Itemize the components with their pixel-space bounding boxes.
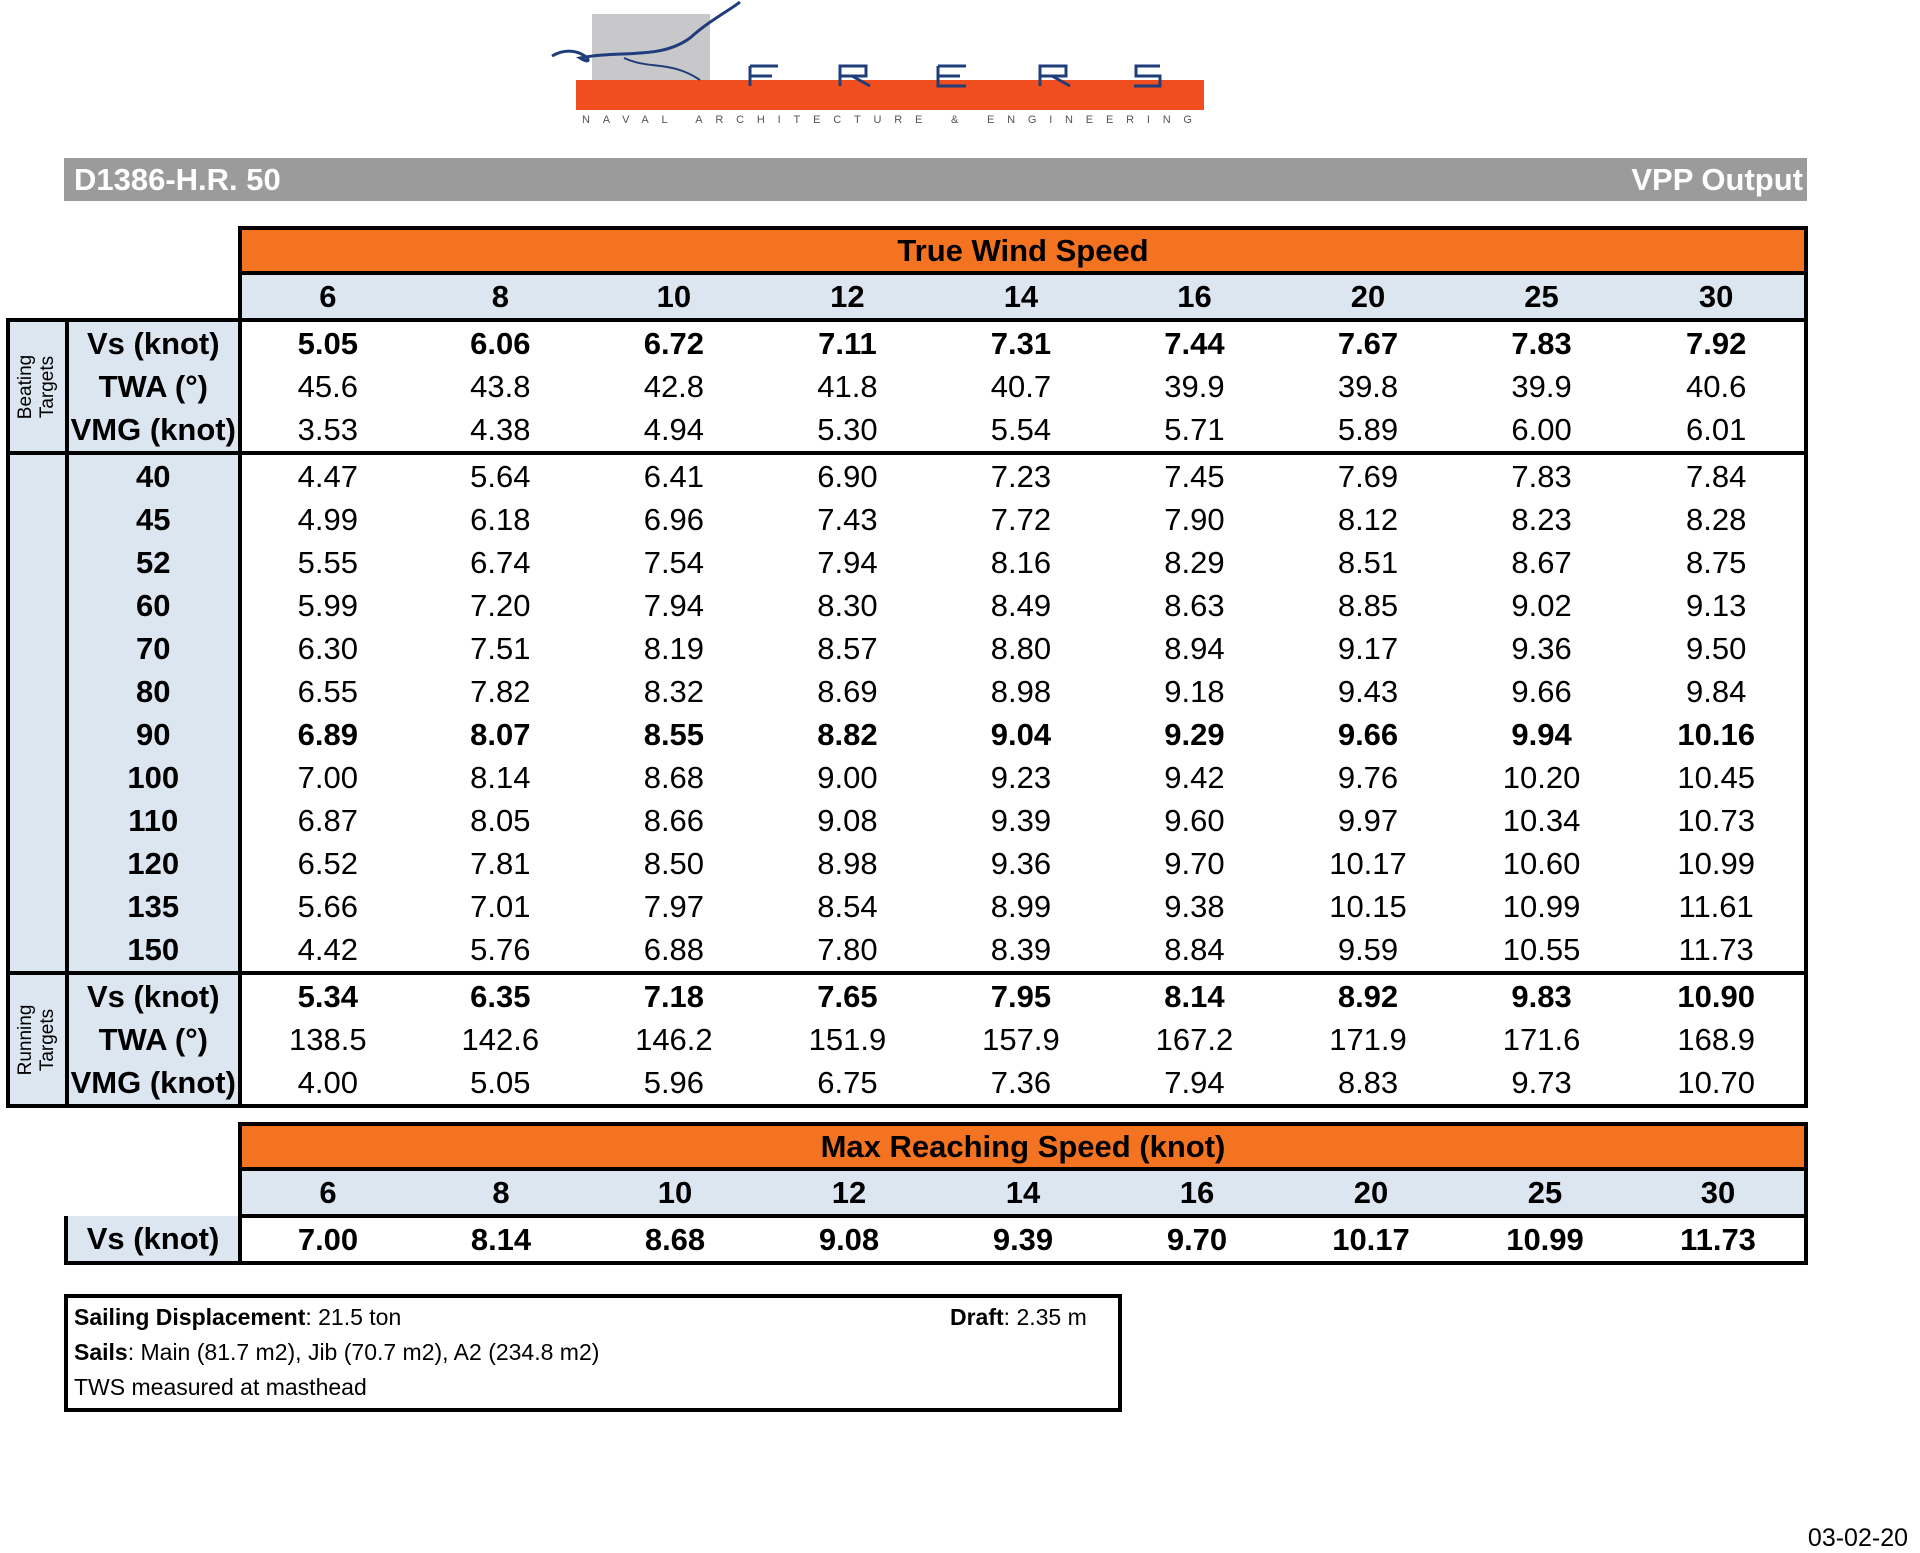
running-value-cell: 157.9 xyxy=(982,1022,1060,1057)
logo-tagline xyxy=(582,111,1202,130)
beating-value-cell: 6.72 xyxy=(587,320,761,365)
angles-value-cell: 8.67 xyxy=(1511,545,1572,580)
running-value-cell: 7.94 xyxy=(1108,1061,1282,1106)
angles-row xyxy=(8,541,1806,584)
angles-value-cell: 10.15 xyxy=(1329,889,1407,924)
max-vs-label: Vs (knot) xyxy=(66,1216,240,1263)
beating-value-cell: 4.94 xyxy=(587,408,761,453)
angles-row-label: 100 xyxy=(67,756,241,799)
angles-value-cell: 8.49 xyxy=(990,588,1052,623)
max-reaching-table xyxy=(64,1122,1808,1265)
angles-value-cell: 7.20 xyxy=(470,588,531,623)
beating-value-cell: 7.92 xyxy=(1628,320,1806,365)
angles-value-cell: 9.84 xyxy=(1628,670,1806,713)
running-row-label: VMG (knot) xyxy=(67,1061,241,1106)
running-row-label: Vs (knot) xyxy=(67,973,241,1018)
sails-value: : Main (81.7 m2), Jib (70.7 m2), A2 (234.8 m2) xyxy=(127,1339,600,1365)
beating-row-label: Vs (knot) xyxy=(67,320,241,365)
angles-value-cell: 6.87 xyxy=(297,803,358,838)
max-wind-speed-header: 16 xyxy=(1110,1169,1284,1216)
angles-value-cell: 9.76 xyxy=(1337,760,1399,795)
angles-row xyxy=(8,627,1806,670)
angles-value-cell: 8.66 xyxy=(643,803,705,838)
document-subtitle: VPP Output xyxy=(1631,162,1803,197)
beating-group-text-line: Beating xyxy=(15,354,37,419)
angles-group-label xyxy=(8,453,67,973)
wind-speed-header: 14 xyxy=(934,273,1108,320)
angles-value-cell: 6.41 xyxy=(587,453,761,498)
max-wind-speed-header: 20 xyxy=(1284,1169,1458,1216)
angles-value-cell: 9.36 xyxy=(990,846,1052,881)
angles-value-cell: 7.81 xyxy=(470,846,531,881)
max-wind-speed-header: 8 xyxy=(414,1169,588,1216)
angles-row xyxy=(8,928,1806,973)
angles-value-cell: 8.57 xyxy=(817,631,878,666)
angles-value-cell: 7.23 xyxy=(934,453,1108,498)
max-wind-speed-header-row xyxy=(66,1169,1806,1216)
angles-value-cell: 6.88 xyxy=(587,928,761,973)
beating-value-cell: 7.44 xyxy=(1108,320,1282,365)
angles-row-label: 80 xyxy=(67,670,241,713)
displacement-label: Sailing Displacement xyxy=(74,1304,306,1330)
beating-value-cell: 7.67 xyxy=(1281,320,1455,365)
draft-value: : 2.35 m xyxy=(1003,1304,1087,1330)
angles-value-cell: 8.94 xyxy=(1164,631,1225,666)
running-value-cell: 146.2 xyxy=(635,1022,713,1057)
angles-value-cell: 8.39 xyxy=(934,928,1108,973)
angles-value-cell: 9.08 xyxy=(817,803,878,838)
beating-value-cell: 6.06 xyxy=(414,320,588,365)
beating-value-cell: 40.6 xyxy=(1628,365,1806,408)
beating-value-cell: 43.8 xyxy=(470,369,531,404)
running-value-cell: 10.90 xyxy=(1628,973,1806,1018)
angles-value-cell: 10.99 xyxy=(1502,889,1581,924)
running-value-cell: 7.36 xyxy=(934,1061,1108,1106)
angles-value-cell: 9.70 xyxy=(1164,846,1225,881)
angles-row-label: 45 xyxy=(67,498,241,541)
angles-value-cell: 8.98 xyxy=(817,846,878,881)
wind-speed-header: 20 xyxy=(1281,273,1455,320)
angles-value-cell: 7.69 xyxy=(1281,453,1455,498)
beating-value-cell: 39.9 xyxy=(1511,369,1572,404)
beating-row-label: TWA (°) xyxy=(67,365,241,408)
beating-value-cell: 5.05 xyxy=(240,320,414,365)
max-wind-speed-header: 10 xyxy=(588,1169,762,1216)
angles-value-cell: 9.97 xyxy=(1337,803,1399,838)
angles-value-cell: 6.90 xyxy=(761,453,935,498)
angles-value-cell: 7.84 xyxy=(1628,453,1806,498)
max-title-row xyxy=(66,1124,1806,1169)
angles-value-cell: 8.84 xyxy=(1108,928,1282,973)
vpp-table xyxy=(6,226,1808,1108)
running-value-cell: 9.73 xyxy=(1455,1061,1629,1106)
angles-value-cell: 9.18 xyxy=(1164,674,1225,709)
beating-value-cell: 39.8 xyxy=(1337,369,1399,404)
angles-value-cell: 8.05 xyxy=(470,803,531,838)
angles-value-cell: 7.72 xyxy=(990,502,1052,537)
angles-value-cell: 9.38 xyxy=(1164,889,1225,924)
running-value-cell: 171.9 xyxy=(1329,1022,1407,1057)
angles-row xyxy=(8,453,1806,498)
angles-value-cell: 8.54 xyxy=(817,889,878,924)
angles-value-cell: 9.13 xyxy=(1628,584,1806,627)
angles-value-cell: 8.19 xyxy=(643,631,705,666)
running-group-text-line: Running xyxy=(15,1004,37,1075)
angles-value-cell: 7.83 xyxy=(1455,453,1629,498)
angles-row xyxy=(8,713,1806,756)
angles-value-cell: 6.18 xyxy=(470,502,531,537)
angles-value-cell: 8.63 xyxy=(1164,588,1225,623)
document-date: 03-02-20 xyxy=(1807,1524,1908,1552)
angles-value-cell: 5.99 xyxy=(297,588,358,623)
beating-value-cell: 7.31 xyxy=(934,320,1108,365)
displacement-line xyxy=(74,1300,401,1334)
document-title: D1386-H.R. 50 xyxy=(74,162,281,197)
running-value-cell: 4.00 xyxy=(240,1061,414,1106)
beating-value-cell: 3.53 xyxy=(240,408,414,453)
beating-value-cell: 41.8 xyxy=(817,369,878,404)
angles-value-cell: 8.98 xyxy=(990,674,1052,709)
running-group-text xyxy=(15,1004,59,1075)
angles-value-cell: 4.47 xyxy=(240,453,414,498)
boat-info-box xyxy=(64,1294,1122,1412)
running-value-cell: 8.92 xyxy=(1281,973,1455,1018)
running-value-cell: 6.35 xyxy=(414,973,588,1018)
beating-value-cell: 7.11 xyxy=(761,320,935,365)
running-value-cell: 167.2 xyxy=(1155,1022,1234,1057)
angles-row-label: 70 xyxy=(67,627,241,670)
angles-value-cell: 8.51 xyxy=(1337,545,1399,580)
running-row-label: TWA (°) xyxy=(67,1018,241,1061)
running-value-cell: 171.6 xyxy=(1502,1022,1581,1057)
angles-value-cell: 8.99 xyxy=(990,889,1052,924)
angles-value-cell: 9.29 xyxy=(1164,717,1225,752)
angles-value-cell: 7.82 xyxy=(470,674,531,709)
angles-row xyxy=(8,498,1806,541)
running-value-cell: 10.70 xyxy=(1628,1061,1806,1106)
angles-value-cell: 5.55 xyxy=(297,545,358,580)
angles-row-label: 150 xyxy=(67,928,241,973)
angles-value-cell: 7.00 xyxy=(297,760,358,795)
wind-speed-header: 8 xyxy=(414,273,588,320)
angles-value-cell: 9.00 xyxy=(817,760,878,795)
angles-row xyxy=(8,756,1806,799)
angles-value-cell: 11.73 xyxy=(1628,928,1806,973)
title-bar xyxy=(64,158,1807,201)
angles-row-label: 40 xyxy=(67,453,241,498)
blank-cell xyxy=(66,1124,240,1169)
running-row xyxy=(8,1018,1806,1061)
beating-row xyxy=(8,408,1806,453)
wind-speed-header: 6 xyxy=(240,273,414,320)
angles-value-cell: 10.17 xyxy=(1329,846,1407,881)
angles-row-label: 120 xyxy=(67,842,241,885)
max-vs-value-cell: 7.00 xyxy=(240,1216,414,1263)
beating-group-label xyxy=(8,320,67,453)
angles-value-cell: 7.90 xyxy=(1164,502,1225,537)
angles-value-cell: 9.60 xyxy=(1164,803,1225,838)
angles-row xyxy=(8,799,1806,842)
angles-value-cell: 8.50 xyxy=(643,846,705,881)
angles-value-cell: 8.16 xyxy=(990,545,1052,580)
angles-value-cell: 9.43 xyxy=(1337,674,1399,709)
wind-speed-header: 12 xyxy=(761,273,935,320)
running-value-cell: 8.14 xyxy=(1108,973,1282,1018)
tws-title: True Wind Speed xyxy=(240,228,1806,273)
draft-line xyxy=(950,1300,1087,1334)
angles-value-cell: 10.55 xyxy=(1455,928,1629,973)
angles-value-cell: 6.52 xyxy=(297,846,358,881)
angles-value-cell: 9.02 xyxy=(1511,588,1572,623)
max-vs-value-cell: 8.14 xyxy=(414,1216,588,1263)
beating-value-cell: 6.01 xyxy=(1628,408,1806,453)
max-vs-value-cell: 8.68 xyxy=(588,1216,762,1263)
angles-value-cell: 10.20 xyxy=(1502,760,1581,795)
angles-value-cell: 6.89 xyxy=(297,717,358,752)
max-wind-speed-header: 14 xyxy=(936,1169,1110,1216)
angles-row xyxy=(8,885,1806,928)
max-wind-speed-header: 25 xyxy=(1458,1169,1632,1216)
angles-value-cell: 7.94 xyxy=(817,545,878,580)
beating-value-cell: 40.7 xyxy=(990,369,1052,404)
angles-value-cell: 8.28 xyxy=(1628,498,1806,541)
angles-value-cell: 8.85 xyxy=(1337,588,1399,623)
angles-value-cell: 5.66 xyxy=(297,889,358,924)
angles-value-cell: 5.64 xyxy=(414,453,588,498)
angles-value-cell: 7.01 xyxy=(470,889,531,924)
beating-value-cell: 4.38 xyxy=(414,408,588,453)
angles-value-cell: 10.34 xyxy=(1502,803,1581,838)
angles-value-cell: 9.36 xyxy=(1511,631,1572,666)
blank-cell xyxy=(8,228,240,273)
draft-label: Draft xyxy=(950,1304,1004,1330)
angles-value-cell: 7.80 xyxy=(761,928,935,973)
running-row xyxy=(8,1061,1806,1106)
angles-value-cell: 7.43 xyxy=(817,502,878,537)
beating-value-cell: 7.83 xyxy=(1455,320,1629,365)
angles-value-cell: 10.60 xyxy=(1502,846,1581,881)
angles-row xyxy=(8,842,1806,885)
beating-value-cell: 39.9 xyxy=(1164,369,1225,404)
angles-value-cell: 8.55 xyxy=(643,717,705,752)
running-row xyxy=(8,973,1806,1018)
sails-label: Sails xyxy=(74,1339,128,1365)
angles-value-cell: 8.12 xyxy=(1337,502,1399,537)
angles-value-cell: 7.45 xyxy=(1108,453,1282,498)
displacement-value: : 21.5 ton xyxy=(305,1304,402,1330)
running-value-cell: 151.9 xyxy=(808,1022,887,1057)
beating-value-cell: 5.54 xyxy=(934,408,1108,453)
beating-value-cell: 42.8 xyxy=(643,369,705,404)
blank-cell xyxy=(8,273,240,320)
angles-value-cell: 4.42 xyxy=(240,928,414,973)
angles-value-cell: 6.30 xyxy=(297,631,358,666)
beating-value-cell: 5.89 xyxy=(1281,408,1455,453)
wind-speed-header: 25 xyxy=(1455,273,1629,320)
max-vs-value-cell: 10.17 xyxy=(1284,1216,1458,1263)
angles-value-cell: 9.94 xyxy=(1511,717,1572,752)
angles-value-cell: 7.54 xyxy=(643,545,705,580)
angles-value-cell: 7.97 xyxy=(643,889,705,924)
tws-title-row xyxy=(8,228,1806,273)
angles-value-cell: 9.17 xyxy=(1337,631,1399,666)
running-value-cell: 6.75 xyxy=(761,1061,935,1106)
running-value-cell: 7.95 xyxy=(934,973,1108,1018)
angles-value-cell: 10.99 xyxy=(1628,842,1806,885)
running-value-cell: 5.05 xyxy=(414,1061,588,1106)
angles-value-cell: 7.94 xyxy=(643,588,705,623)
angles-value-cell: 8.30 xyxy=(817,588,878,623)
beating-value-cell: 5.71 xyxy=(1108,408,1282,453)
angles-value-cell: 6.74 xyxy=(470,545,531,580)
angles-value-cell: 9.42 xyxy=(1164,760,1225,795)
wind-speed-header-row xyxy=(8,273,1806,320)
running-value-cell: 5.96 xyxy=(587,1061,761,1106)
angles-value-cell: 8.68 xyxy=(643,760,705,795)
blank-cell xyxy=(66,1169,240,1216)
angles-value-cell: 8.80 xyxy=(990,631,1052,666)
max-wind-speed-header: 6 xyxy=(240,1169,414,1216)
angles-row-label: 90 xyxy=(67,713,241,756)
logo-tagline-text: NAVAL ARCHITECTURE & ENGINEERING xyxy=(582,114,1192,126)
angles-value-cell: 8.75 xyxy=(1628,541,1806,584)
max-reaching-title: Max Reaching Speed (knot) xyxy=(240,1124,1806,1169)
running-value-cell: 8.83 xyxy=(1281,1061,1455,1106)
angles-value-cell: 8.23 xyxy=(1511,502,1572,537)
beating-group-text xyxy=(15,354,59,418)
angles-value-cell: 8.29 xyxy=(1164,545,1225,580)
beating-row xyxy=(8,365,1806,408)
angles-value-cell: 9.66 xyxy=(1337,717,1399,752)
wind-speed-header: 30 xyxy=(1628,273,1806,320)
running-value-cell: 7.65 xyxy=(761,973,935,1018)
wind-speed-header: 10 xyxy=(587,273,761,320)
max-vs-value-cell: 11.73 xyxy=(1632,1216,1806,1263)
max-vs-value-cell: 9.70 xyxy=(1110,1216,1284,1263)
angles-value-cell: 5.76 xyxy=(414,928,588,973)
beating-value-cell: 5.30 xyxy=(761,408,935,453)
beating-value-cell: 45.6 xyxy=(297,369,358,404)
angles-value-cell: 4.99 xyxy=(297,502,358,537)
angles-value-cell: 9.50 xyxy=(1628,627,1806,670)
beating-row xyxy=(8,320,1806,365)
angles-row-label: 60 xyxy=(67,584,241,627)
running-value-cell: 142.6 xyxy=(461,1022,540,1057)
wind-speed-header: 16 xyxy=(1108,273,1282,320)
angles-value-cell: 10.73 xyxy=(1628,799,1806,842)
angles-row-label: 135 xyxy=(67,885,241,928)
beating-group-text-line: Targets xyxy=(37,355,59,418)
running-value-cell: 9.83 xyxy=(1455,973,1629,1018)
max-wind-speed-header: 12 xyxy=(762,1169,936,1216)
angles-value-cell: 6.55 xyxy=(297,674,358,709)
max-wind-speed-header: 30 xyxy=(1632,1169,1806,1216)
beating-value-cell: 6.00 xyxy=(1455,408,1629,453)
angles-value-cell: 9.66 xyxy=(1511,674,1572,709)
running-value-cell: 7.18 xyxy=(587,973,761,1018)
beating-row-label: VMG (knot) xyxy=(67,408,241,453)
angles-value-cell: 7.51 xyxy=(470,631,531,666)
angles-value-cell: 9.59 xyxy=(1281,928,1455,973)
max-vs-value-cell: 9.08 xyxy=(762,1216,936,1263)
tws-note: TWS measured at masthead xyxy=(74,1374,367,1400)
running-value-cell: 168.9 xyxy=(1628,1018,1806,1061)
running-value-cell: 5.34 xyxy=(240,973,414,1018)
angles-row xyxy=(8,584,1806,627)
angles-value-cell: 8.14 xyxy=(470,760,531,795)
angles-value-cell: 10.45 xyxy=(1628,756,1806,799)
angles-value-cell: 11.61 xyxy=(1628,885,1806,928)
angles-row-label: 52 xyxy=(67,541,241,584)
angles-value-cell: 10.16 xyxy=(1628,713,1806,756)
max-vs-row xyxy=(66,1216,1806,1263)
angles-value-cell: 9.23 xyxy=(990,760,1052,795)
angles-row xyxy=(8,670,1806,713)
running-value-cell: 138.5 xyxy=(289,1022,367,1057)
angles-value-cell: 6.96 xyxy=(643,502,705,537)
angles-value-cell: 9.04 xyxy=(990,717,1052,752)
running-group-label xyxy=(8,973,67,1106)
angles-row-label: 110 xyxy=(67,799,241,842)
angles-value-cell: 8.32 xyxy=(643,674,705,709)
angles-value-cell: 8.69 xyxy=(817,674,878,709)
max-vs-value-cell: 10.99 xyxy=(1458,1216,1632,1263)
max-vs-value-cell: 9.39 xyxy=(936,1216,1110,1263)
angles-value-cell: 9.39 xyxy=(990,803,1052,838)
angles-value-cell: 8.82 xyxy=(817,717,878,752)
sails-line xyxy=(74,1335,599,1369)
running-group-text-line: Targets xyxy=(37,1008,59,1071)
angles-value-cell: 8.07 xyxy=(470,717,531,752)
